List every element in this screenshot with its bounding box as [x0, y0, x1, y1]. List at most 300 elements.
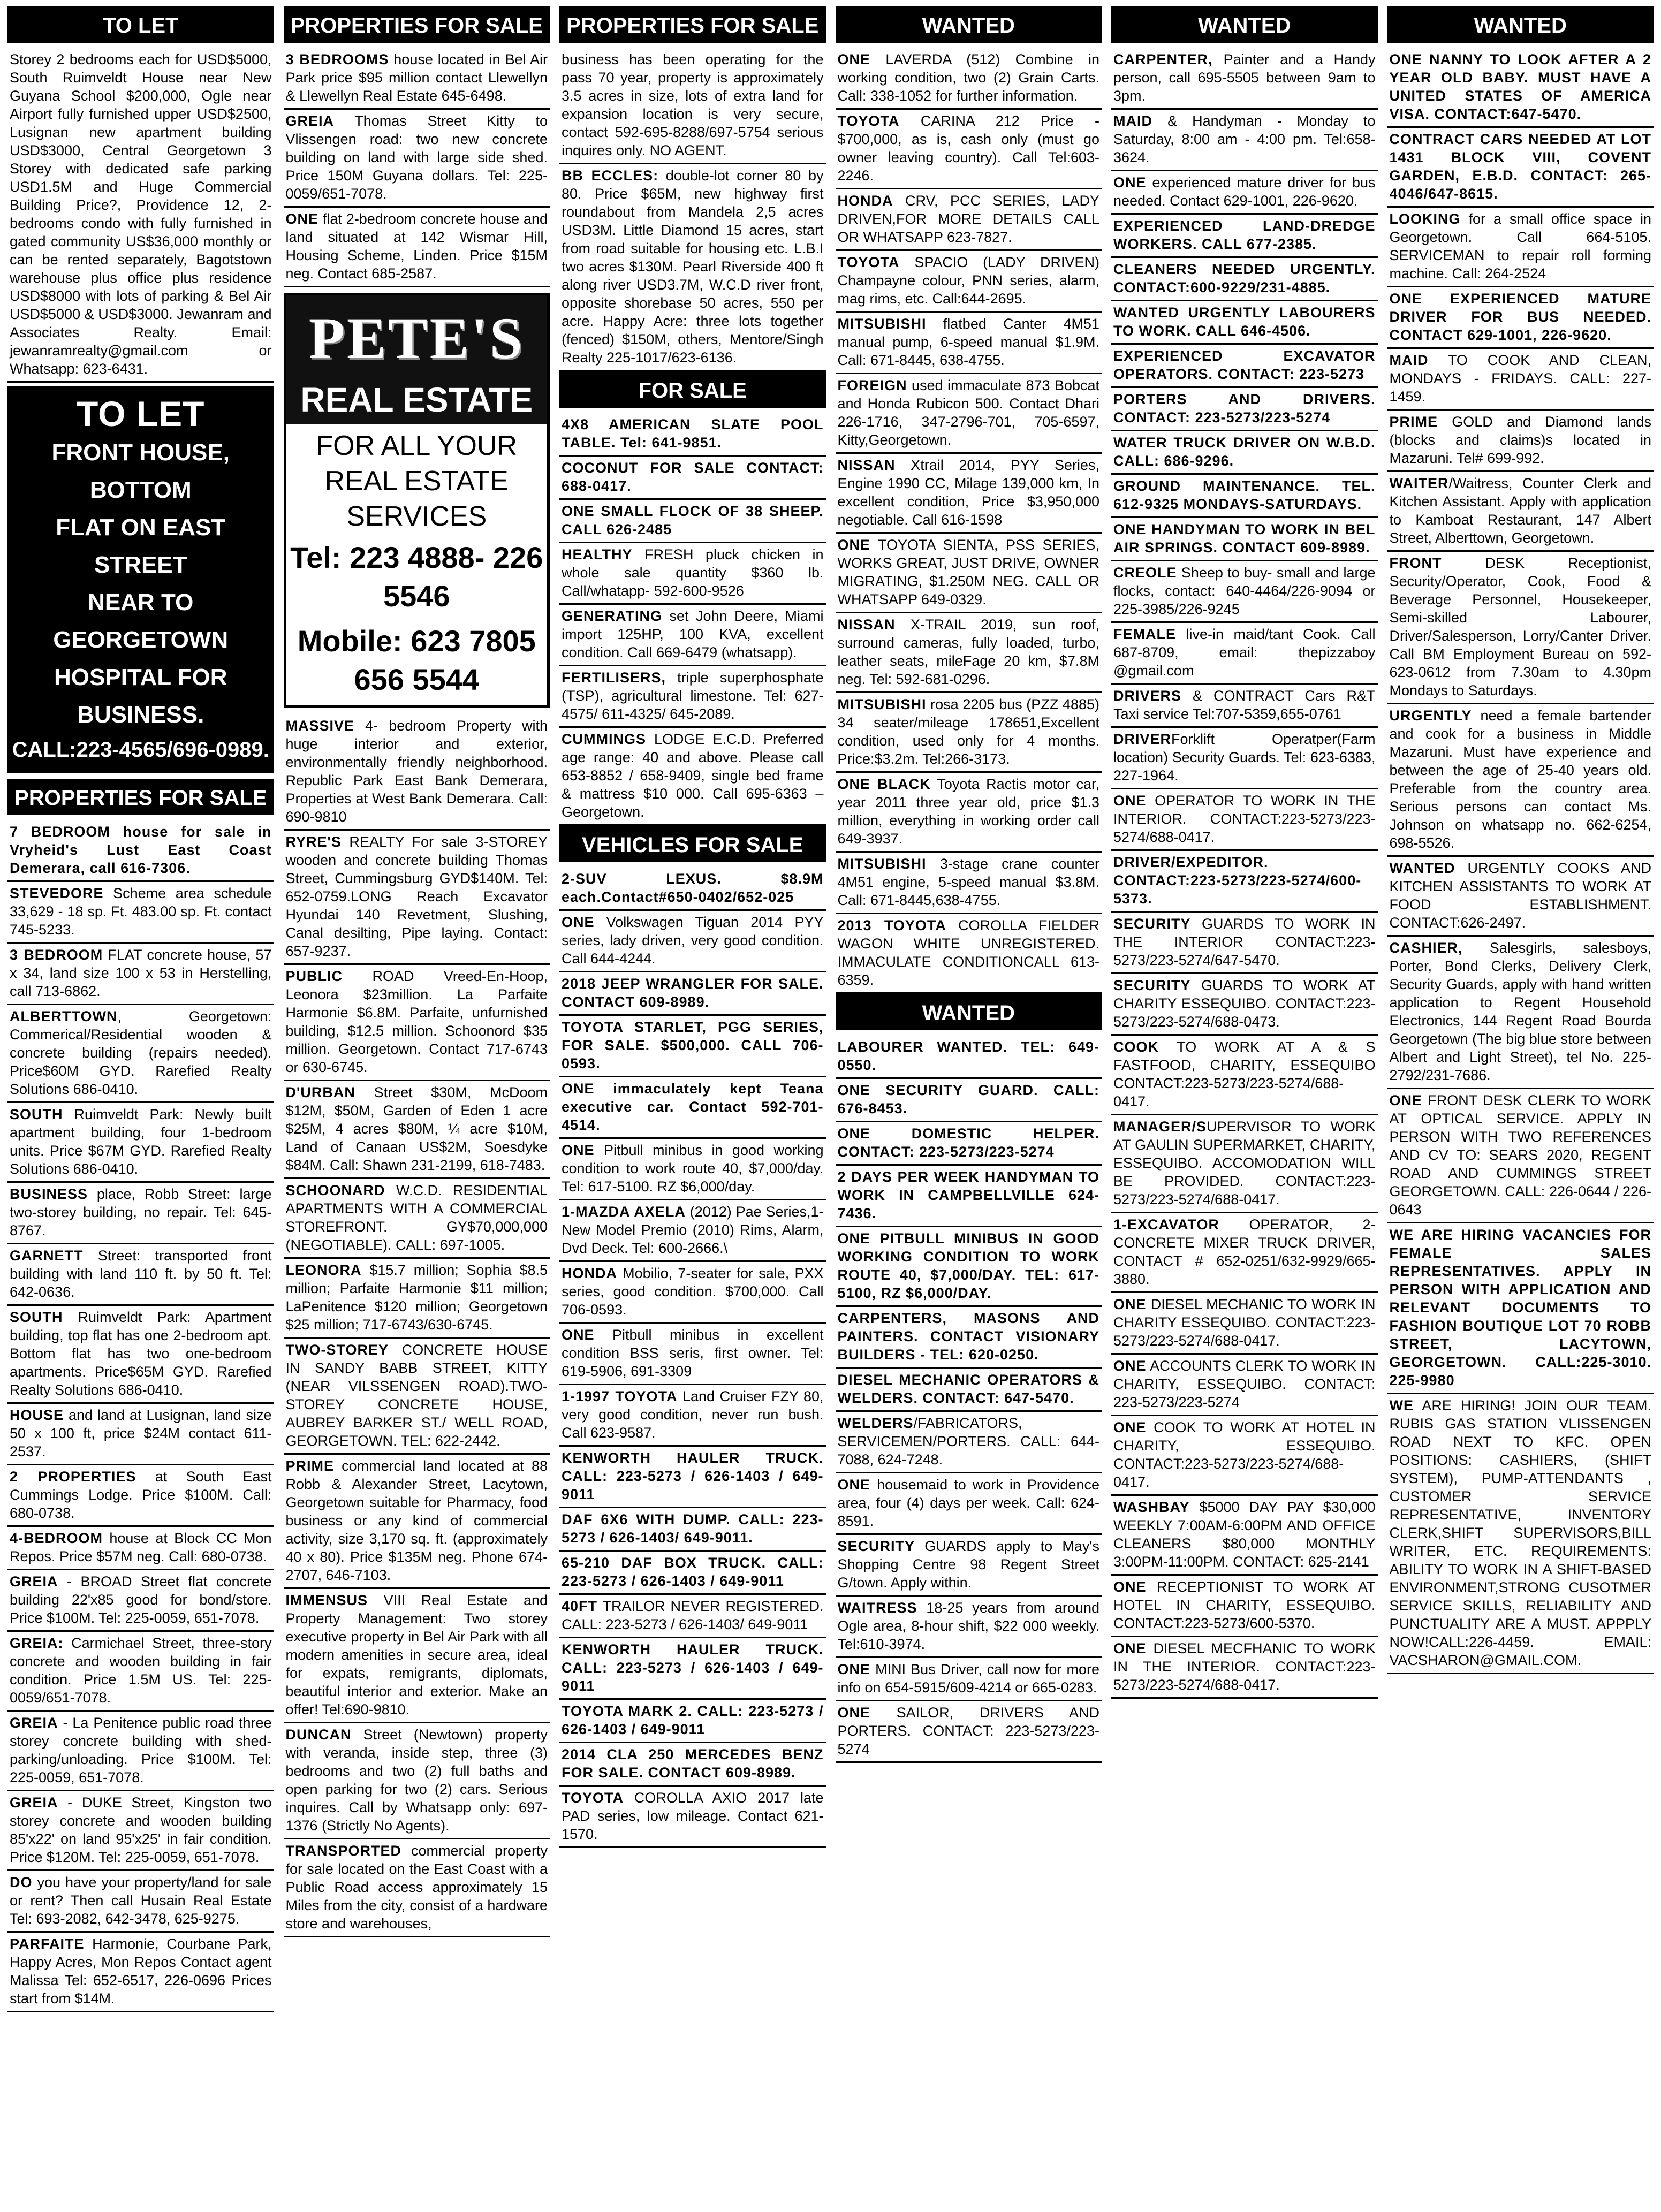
ad-lead: PRIME: [1389, 414, 1438, 430]
to-let-box-ad: [7, 386, 274, 773]
box-ad-line: FRONT HOUSE, BOTTOM: [51, 439, 230, 503]
ad-lead: 2 PROPERTIES: [10, 1469, 136, 1485]
ad-body: CARINA 212 Price - $700,000, as is, cash only (must go owner leaving country). Call Tel:603-2246.: [837, 113, 1099, 184]
ad-lead: CASHIER,: [1389, 940, 1463, 956]
ad-lead: MITSUBISHI: [837, 856, 927, 872]
ad-body: ACCOUNTS CLERK TO WORK IN CHARITY, ESSEQUIBO. CONTACT: 223-5273/223-5274: [1113, 1358, 1376, 1410]
ad-lead: CARPENTERS, MASONS AND PAINTERS. CONTACT VISIONARY BUILDERS - TEL: 620-0250.: [837, 1310, 1099, 1363]
ad-body: flatbed Canter 4M51 manual pump, 6-speed manual $1.9M. Call: 671-8445, 638-4755.: [837, 316, 1099, 368]
classified-ad: [559, 164, 826, 371]
classified-ad: [559, 500, 826, 543]
petes-logo: PETE'S: [286, 295, 548, 376]
ad-body: X-TRAIL 2019, sun roof, surround cameras, fully loaded, turbo, leather seats, mileFage 20 km, $7.8M neg. Tel: 592-681-0296.: [837, 617, 1099, 687]
ad-body: Street $30M, McDoom $12M, $50M, Garden of Eden 1 acre $25M, 4 acres $80M, ¼ acre $10M, Land of Canaan US$2M, Soesdyke $84M. Call: Shawn 231-2199, 618-7483.: [285, 1084, 548, 1173]
ad-body: triple superphosphate (TSP), agricultural limestone. Tel: 627-4575/ 611-4325/ 645-2089.: [562, 670, 824, 722]
section-header: WANTED: [1387, 6, 1654, 43]
ad-body: Street: transported front building with land 110 ft. by 50 ft. Tel: 642-0636.: [10, 1248, 272, 1300]
ad-lead: PRIME: [285, 1458, 335, 1474]
section-header: PROPERTIES FOR SALE: [559, 6, 826, 43]
ad-lead: EXPERIENCED LAND-DREDGE WORKERS. CALL 677-2385.: [1113, 218, 1376, 252]
ad-lead: FERTILISERS,: [562, 670, 666, 686]
classified-ad: [559, 413, 826, 457]
ad-lead: 2018 JEEP WRANGLER FOR SALE. CONTACT 609-8989.: [562, 976, 824, 1010]
ad-lead: PARFAITE: [10, 1936, 85, 1952]
ad-body: REALTY For sale 3-STOREY wooden and concrete building Thomas Street, Cummingsburg GYD$140M. Tel: 652-0759.LONG Reach Excavator Hyundai 140 Revetment, Slushing, Canal desilting, Pipe laying. Contact: 657-9237.: [285, 834, 548, 959]
ad-lead: 2-SUV LEXUS. $8.9M each.Contact#650-0402/652-025: [562, 871, 824, 905]
box-ad-line: HOSPITAL FOR: [54, 664, 227, 690]
classified-ad: [1387, 411, 1654, 472]
classified-ad: [284, 110, 550, 208]
ad-lead: ALBERTTOWN: [10, 1008, 118, 1024]
ad-body: GOLD and Diamond lands (blocks and claims)s located in Mazaruni. Tel# 699-992.: [1389, 414, 1651, 466]
ad-lead: CUMMINGS: [562, 731, 646, 747]
classified-ad: [836, 48, 1102, 110]
ad-lead: PORTERS AND DRIVERS. CONTACT: 223-5273/223-5274: [1113, 391, 1376, 425]
classified-ad: [836, 1227, 1102, 1307]
classified-ad: [284, 1589, 550, 1723]
ad-lead: WANTED: [1389, 860, 1455, 876]
ad-lead: ONE NANNY TO LOOK AFTER A 2 YEAR OLD BABY. MUST HAVE A UNITED STATES OF AMERICA VISA. CONTACT:647-5470.: [1389, 51, 1651, 122]
ad-lead: LABOURER WANTED. TEL: 649-0550.: [837, 1039, 1099, 1073]
classified-ad: [836, 454, 1102, 534]
ad-lead: ONE: [837, 51, 871, 67]
column-1: [7, 6, 274, 2209]
classified-ad: [1111, 623, 1378, 685]
ad-lead: TOYOTA STARLET, PGG SERIES, FOR SALE. $500,000. CALL 706-0593.: [562, 1019, 824, 1071]
ad-lead: MANAGER/S: [1113, 1119, 1207, 1135]
classified-ad: [1111, 1293, 1378, 1355]
ad-lead: ONE BLACK: [837, 776, 931, 792]
classified-ad: [1111, 1416, 1378, 1496]
ad-lead: 3 BEDROOM: [10, 947, 103, 963]
classified-ad: [284, 208, 550, 287]
classified-ad: [7, 1244, 274, 1306]
classified-ad: [559, 1595, 826, 1638]
ad-lead: GREIA: [10, 1715, 58, 1731]
section-header: FOR SALE: [559, 371, 826, 408]
ad-lead: WE ARE HIRING VACANCIES FOR FEMALE SALES REPRESENTATIVES. APPLY IN PERSON WITH APPLICATION AND RELEVANT DOCUMENTS TO FASHION BOUTIQUE LOT 70 ROBB STREET, LACYTOWN, GEORGETOWN. CALL:225-3010. 225-9980: [1389, 1227, 1651, 1388]
ad-lead: GREIA: [10, 1795, 58, 1811]
ad-body: DIESEL MECFHANIC TO WORK IN THE INTERIOR. CONTACT:223-5273/223-5274/688-0417.: [1113, 1640, 1376, 1693]
ad-lead: ONE: [1113, 1579, 1147, 1595]
ad-body: SPACIO (LADY DRIVEN) Champayne colour, PNN series, alarm, mag rims, etc. Call:644-2695.: [837, 254, 1099, 307]
ad-body: Land Cruiser FZY 80, very good condition, never run bush. Call 623-9587.: [562, 1388, 824, 1441]
ad-body: DESK Receptionist, Security/Operator, Cook, Food & Beverage Personnel, Housekeeper, Semi-skilled Labourer, Driver/Salesperson, Lorry/Canter Driver. Call BM Employment Bureau on 592-623-0612 from 7.30am to 4.30pm Mondays to Saturdays.: [1389, 555, 1651, 698]
classified-ad: [836, 773, 1102, 853]
classified-ad: [1111, 1036, 1378, 1115]
classified-ad: [836, 251, 1102, 313]
ad-lead: ONE: [1389, 1092, 1423, 1108]
classified-ad: [836, 313, 1102, 374]
classified-ad: [1111, 345, 1378, 388]
ad-body: double-lot corner 80 by 80. Price $65M, new highway first roundabout from Mandela 2,5 acres USD3M. Little Diamond 15 acres, start from road suitable for housing etc. L.B.I two acres $130M. Pearl Riverside 400 ft along river USD3.7M, W.C.D river front, opposite shorebase 50 acres, 550 per acre. Happy Acre: three lots together (fenced) $150M, others, Mentore/Singh Realty 225-1017/623-6136.: [562, 168, 824, 366]
classified-ad: [1387, 208, 1654, 287]
section-header: PROPERTIES FOR SALE: [7, 779, 274, 815]
ad-lead: WATER TRUCK DRIVER ON W.B.D. CALL: 686-9296.: [1113, 435, 1376, 469]
ad-lead: MAID: [1113, 113, 1152, 129]
column-6: [1387, 6, 1654, 2209]
ad-body: Forklift Operatper(Farm location) Security Guards. Tel: 623-6383, 227-1964.: [1113, 731, 1376, 784]
ad-lead: 7 BEDROOM house for sale in Vryheid's Lust East Coast Demerara, call 616-7306.: [10, 824, 272, 876]
ad-body: COROLLA FIELDER WAGON WHITE UNREGISTERED. IMMACULATE CONDITIONCALL 613-6359.: [837, 917, 1099, 988]
column-2: [284, 6, 550, 2209]
classified-ad: [836, 1369, 1102, 1412]
ad-lead: 65-210 DAF BOX TRUCK. CALL: 223-5273 / 626-1403 / 649-9011: [562, 1555, 824, 1589]
ad-body: FRONT DESK CLERK TO WORK AT OPTICAL SERVICE. APPLY IN PERSON WITH TWO REFERENCES AND CV TO: SEARS 2020, REGENT ROAD AND CUMMINGS STREET GEORGETOWN. CALL: 226-0644 / 226-0643: [1389, 1092, 1651, 1218]
ad-lead: D'URBAN: [285, 1084, 355, 1100]
classified-ad: [284, 714, 550, 831]
ad-lead: SECURITY: [837, 1538, 915, 1554]
classified-ad: [559, 1743, 826, 1787]
ad-lead: 2 DAYS PER WEEK HANDYMAN TO WORK IN CAMPBELLVILLE 624-7436.: [837, 1169, 1099, 1221]
classified-ad: [836, 1535, 1102, 1597]
ad-lead: ONE: [562, 914, 595, 930]
ad-body: Storey 2 bedrooms each for USD$5000, South Ruimveldt House near New Guyana School $200,000, Ogle near Airport fully furnished upper USD$2500, Lusignan new apartment building USD$3000, Central Georgetown 3 Storey with dedicated safe parking USD1.5M and Huge Commercial Building Price?, Providence 12, 2-bedrooms condo with fully furnished in gated community US$36,000 monthly or can be rented separately, Bagotstown warehouse plus office plus residence USD$8000 with lots of parking & Bel Air USD$5000 & USD$3000. Jewanram and Associates Realty. Email: jewanramrealty@gmail.com or Whatsapp: 623-6431.: [10, 51, 272, 377]
section-header: WANTED: [836, 6, 1102, 43]
ad-body: rosa 2205 bus (PZZ 4885) 34 seater/mileage 178651,Excellent condition, used only for 4 months. Price:$3.2m. Tel:266-3173.: [837, 696, 1099, 767]
classified-ad: [7, 1404, 274, 1465]
section-header: PROPERTIES FOR SALE: [284, 6, 550, 43]
ad-body: OPERATOR TO WORK IN THE INTERIOR. CONTACT:223-5273/223-5274/688-0417.: [1113, 793, 1376, 845]
ad-body: UPERVISOR TO WORK AT GAULIN SUPERMARKET, CHARITY, ESSEQUIBO. ACCOMODATION WILL BE PROVIDED. CONTACT:223-5273/223-5274/688-0417.: [1113, 1119, 1376, 1207]
ad-body: 4- bedroom Property with huge interior and exterior, environmentally friendly neighborhood. Republic Park East Bank Demerara, Properties at West Bank Demerara. Call: 690-9810: [285, 718, 548, 825]
ad-lead: MASSIVE: [285, 718, 355, 734]
ad-lead: SOUTH: [10, 1106, 63, 1122]
ad-lead: DRIVER/EXPEDITOR. CONTACT:223-5273/223-5274/600-5373.: [1113, 854, 1362, 907]
classified-ad: [1111, 171, 1378, 215]
ad-lead: ONE: [837, 1477, 871, 1493]
ad-lead: ONE: [1113, 174, 1147, 191]
ad-body: Ruimveldt Park: Apartment building, top flat has one 2-bedroom apt. Bottom flat has two one-bedroom apartments. Price$65M GYD. Rarefied Realty Solutions 686-0410.: [10, 1309, 272, 1398]
classified-ad: [836, 110, 1102, 189]
ad-lead: WAITRESS: [837, 1600, 917, 1616]
ad-lead: SECURITY: [1113, 977, 1191, 993]
classified-ad: [559, 972, 826, 1016]
ad-lead: 3 BEDROOMS: [285, 51, 389, 67]
ad-lead: ONE SECURITY GUARD. CALL: 676-8453.: [837, 1082, 1099, 1116]
petes-subtitle: REAL ESTATE: [286, 376, 548, 424]
ad-body: DIESEL MECHANIC TO WORK IN CHARITY ESSEQUIBO. CONTACT:223-5273/223-5274/688-0417.: [1113, 1296, 1376, 1349]
ad-lead: CREOLE: [1113, 565, 1177, 581]
classified-ad: [7, 820, 274, 882]
classified-ad: [836, 189, 1102, 251]
ad-lead: EXPERIENCED EXCAVATOR OPERATORS. CONTACT: 223-5273: [1113, 348, 1376, 382]
ad-body: LODGE E.C.D. Preferred age range: 40 and above. Please call 653-8852 / 658-9409, single bed frame & mattress $10 000. Call 695-6363 – Georgetown.: [562, 731, 824, 820]
classified-ad: [284, 1723, 550, 1839]
ad-lead: WANTED URGENTLY LABOURERS TO WORK. CALL 646-4506.: [1113, 305, 1376, 339]
classified-ad: [7, 1103, 274, 1183]
box-ad-line: CALL:223-4565/696-0989.: [12, 738, 269, 762]
ad-body: house located in Bel Air Park price $95 million contact Llewellyn & Llewellyn Real Estate 645-6498.: [285, 51, 548, 104]
box-ad-line: NEAR TO GEORGETOWN: [53, 589, 229, 653]
ad-lead: URGENTLY: [1389, 708, 1472, 724]
classified-ad: [1387, 349, 1654, 411]
classified-ad: [284, 1179, 550, 1259]
ad-lead: CARPENTER,: [1113, 51, 1213, 67]
ad-lead: FOREIGN: [837, 377, 907, 393]
classified-ad: [559, 1385, 826, 1447]
classified-ad: [836, 1166, 1102, 1227]
ad-lead: HONDA: [562, 1265, 617, 1281]
ad-body: Mobilio, 7-seater for sale, PXX series, good condition. $700,000. Call 706-0593.: [562, 1265, 824, 1318]
ad-body: & Handyman - Monday to Saturday, 8:00 am - 4:00 pm. Tel:658-3624.: [1113, 113, 1376, 165]
ad-lead: HONDA: [837, 193, 893, 209]
classified-ad: [836, 613, 1102, 693]
ad-lead: FEMALE: [1113, 626, 1176, 642]
ad-lead: ONE: [1113, 1296, 1147, 1312]
ad-lead: NISSAN: [837, 457, 896, 473]
classified-ad: [1111, 851, 1378, 913]
classified-ad: [559, 1324, 826, 1385]
classified-ad: [1111, 388, 1378, 431]
column-5: [1111, 6, 1378, 2209]
classified-ad: [284, 1081, 550, 1179]
classified-ad: [284, 831, 550, 965]
ad-lead: HEALTHY: [562, 546, 633, 562]
classified-ad: [1387, 1394, 1654, 1674]
ad-lead: 40FT: [562, 1598, 598, 1614]
classified-ad: [7, 1183, 274, 1244]
classified-ad: [1387, 937, 1654, 1089]
ad-lead: ONE SMALL FLOCK OF 38 SHEEP. CALL 626-2485: [562, 503, 824, 537]
ad-body: TRAILOR NEVER REGISTERED. CALL: 223-5273 / 626-1403/ 649-9011: [562, 1598, 824, 1632]
classified-ad: [7, 944, 274, 1005]
classified-ad: [1111, 789, 1378, 851]
section-header: TO LET: [7, 6, 274, 43]
ad-lead: DRIVER: [1113, 731, 1172, 747]
ad-body: place, Robb Street: large two-storey building, no repair. Tel: 645-8767.: [10, 1186, 272, 1238]
ad-lead: STEVEDORE: [10, 885, 104, 901]
ad-lead: ONE immaculately kept Teana executive car. Contact 592-701-4514.: [562, 1081, 824, 1133]
ad-lead: ONE: [1113, 1358, 1147, 1374]
ad-lead: MITSUBISHI: [837, 696, 927, 712]
ad-body: you have your property/land for sale or rent? Then call Husain Real Estate Tel: 693-2082, 642-3478, 625-9275.: [10, 1874, 272, 1927]
ad-body: OPERATOR, 2- CONCRETE MIXER TRUCK DRIVER, CONTACT # 652-0251/632-9929/665-3880.: [1113, 1217, 1376, 1287]
ad-body: housemaid to work in Providence area, four (4) days per week. Call: 624-8591.: [837, 1477, 1099, 1529]
classified-ad: [1111, 728, 1378, 789]
ad-lead: ONE: [837, 537, 871, 553]
classified-ad: [284, 1339, 550, 1455]
section-header: WANTED: [1111, 6, 1378, 43]
classified-ad: [7, 1632, 274, 1712]
classified-ad: [7, 1791, 274, 1871]
ad-body: SAILOR, DRIVERS AND PORTERS. CONTACT: 223-5273/223-5274: [837, 1705, 1099, 1757]
ad-lead: SECURITY: [1113, 916, 1191, 932]
ad-lead: ONE: [1113, 793, 1147, 809]
ad-body: FRESH pluck chicken in whole sale quantity $360 lb. Call/whatapp- 592-600-9526: [562, 546, 824, 599]
classified-ad: [1387, 472, 1654, 552]
classified-ad: [7, 1871, 274, 1933]
classified-ad: [836, 1597, 1102, 1658]
ad-body: & CONTRACT Cars R&T Taxi service Tel:707-5359,655-0761: [1113, 688, 1376, 722]
ad-lead: HOUSE: [10, 1407, 64, 1423]
ad-lead: NISSAN: [837, 617, 896, 633]
classified-ad: [7, 882, 274, 944]
ad-lead: BB ECCLES:: [562, 168, 659, 184]
ad-body: TOYOTA SIENTA, PSS SERIES, WORKS GREAT, JUST DRIVE, OWNER MIGRATING, $1.250M NEG. CALL OR WHATSAPP 649-0329.: [837, 537, 1099, 607]
classified-ad: [1111, 974, 1378, 1036]
ad-lead: 1-EXCAVATOR: [1113, 1217, 1220, 1233]
classified-ad: [559, 1508, 826, 1552]
classified-ad: [284, 1259, 550, 1339]
ad-lead: GENERATING: [562, 608, 663, 624]
classified-ad: [559, 1077, 826, 1139]
ad-body: 3-stage crane counter 4M51 engine, 5-speed manual $3.8M. Call: 671-8445,638-4755.: [837, 856, 1099, 908]
classified-ad: [1387, 1089, 1654, 1223]
ad-lead: DO: [10, 1874, 33, 1890]
petes-real-estate-ad: [284, 293, 550, 708]
ad-lead: ONE: [1113, 1640, 1147, 1656]
ad-body: Thomas Street Kitty to Vlissengen road: two new concrete building on land with large side shed. Price 150M Guyana dollars. Tel: 225-0059/651-7078.: [285, 113, 548, 202]
classified-ad: [284, 1839, 550, 1937]
classified-ad: [1111, 258, 1378, 301]
ad-lead: 4X8 AMERICAN SLATE POOL TABLE. Tel: 641-9851.: [562, 416, 824, 451]
classified-ad: [1111, 431, 1378, 475]
classified-ad: [836, 1122, 1102, 1166]
classified-ad: [836, 1701, 1102, 1763]
ad-body: Carmichael Street, three-story concrete and wooden building in fair condition. Price 1.5M US. Tel: 225-0059/651-7078.: [10, 1635, 272, 1706]
ad-body: CONCRETE HOUSE IN SANDY BABB STREET, KITTY (NEAR VILSSENGEN ROAD).TWO-STOREY CONCRETE HOUSE, AUBREY BARKER ST./ WELL ROAD, GEORGETOWN. TEL: 622-2442.: [285, 1342, 548, 1449]
classified-ad: [1111, 48, 1378, 110]
classified-ad: [7, 1465, 274, 1527]
ad-lead: GREIA:: [10, 1635, 64, 1651]
ad-lead: SCHOONARD: [285, 1182, 385, 1198]
classified-ad: [1387, 857, 1654, 937]
ad-lead: KENWORTH HAULER TRUCK. CALL: 223-5273 / 626-1403 / 649-9011: [562, 1641, 824, 1694]
ad-body: ROAD Vreed-En-Hoop, Leonora $23million. La Parfaite Harmonie $6.8M. Parfaite, unfurnished building, $12.5 million. Schoonord $35 million. Georgetown. Contact 717-6743 or 630-6745.: [285, 968, 548, 1075]
ad-lead: ONE EXPERIENCED MATURE DRIVER FOR BUS NEEDED. CONTACT 629-1001, 226-9620.: [1389, 291, 1651, 343]
ad-lead: IMMENSUS: [285, 1592, 368, 1608]
classified-ad: [559, 1200, 826, 1262]
ad-body: FLAT concrete house, 57 x 34, land size 100 x 53 in Herstelling, call 713-6862.: [10, 947, 272, 999]
classified-ad: [559, 457, 826, 500]
section-header: WANTED: [836, 994, 1102, 1030]
classified-ad: [559, 1700, 826, 1743]
ad-body: GUARDS TO WORK AT CHARITY ESSEQUIBO. CONTACT:223-5273/223-5274/688-0473.: [1113, 977, 1376, 1030]
classified-ad: [7, 1306, 274, 1404]
classified-ad: [559, 666, 826, 728]
classified-ad: [1111, 1576, 1378, 1637]
box-ad-line: BUSINESS.: [77, 702, 204, 728]
classified-ad: [1387, 287, 1654, 349]
classified-ad: [284, 48, 550, 110]
ad-body: GUARDS apply to May's Shopping Centre 98 Regent Street G/town. Apply within.: [837, 1538, 1099, 1591]
ad-body: $15.7 million; Sophia $8.5 million; Parfaite Harmonie $11 million; LaPenitence $120 million; Georgetown $25 million; 717-6743/630-6745.: [285, 1262, 548, 1333]
ad-lead: ONE: [837, 1661, 871, 1677]
ad-lead: FRONT: [1389, 555, 1442, 571]
ad-body: Pitbull minibus in excellent condition BSS seris, first owner. Tel: 619-5906, 691-3309: [562, 1327, 824, 1379]
ad-lead: CLEANERS NEEDED URGENTLY. CONTACT:600-9229/231-4885.: [1113, 261, 1376, 295]
ad-lead: ONE: [1113, 1419, 1147, 1435]
classified-ad: [1387, 704, 1654, 857]
classified-ad: [836, 374, 1102, 454]
ad-lead: TRANSPORTED: [285, 1843, 402, 1859]
classified-ad: [1387, 1223, 1654, 1394]
ad-lead: SOUTH: [10, 1309, 63, 1325]
classified-ad: [559, 1447, 826, 1508]
ad-body: flat 2-bedroom concrete house and land situated at 142 Wismar Hill, Housing Scheme, Linden. Price $15M neg. Contact 685-2587.: [285, 211, 548, 282]
classified-ad: [1111, 1355, 1378, 1416]
ad-body: Toyota Ractis motor car, year 2011 three year old, price $1.3 million, everything in working order call 649-3937.: [837, 776, 1100, 847]
ad-body: house at Block CC Mon Repos. Price $57M neg. Call: 680-0738.: [10, 1530, 272, 1564]
classified-ad: [559, 911, 826, 972]
ad-body: VIII Real Estate and Property Management: Two storey executive property in Bel Air Park with all modern amenities in secure area, ideal for expats, remigrants, diplomats, beautiful interior and exterior. Make an offer! Tel:690-9810.: [285, 1592, 548, 1717]
ad-lead: LOOKING: [1389, 211, 1461, 227]
classified-ad: [836, 534, 1102, 613]
ad-lead: WELDERS: [837, 1415, 914, 1431]
ad-body: (2012) Pae Series,1- New Model Premio (2010) Rims, Alarm, Dvd Deck. Tel: 600-2666.\: [562, 1204, 824, 1256]
ad-body: Scheme area schedule 33,629 - 18 sp. Ft. 483.00 sp. Ft. contact 745-5233.: [10, 885, 272, 938]
classified-ad: [559, 728, 826, 826]
ad-lead: GREIA: [10, 1574, 58, 1590]
ad-lead: COCONUT FOR SALE CONTACT: 688-0417.: [562, 460, 824, 494]
ad-body: , Georgetown: Commerical/Residential wooden & concrete building (repairs needed). Price$60M GYD. Rarefied Realty Solutions 686-0410.: [10, 1008, 272, 1097]
ad-lead: RYRE'S: [285, 834, 342, 850]
classified-ad: [1111, 518, 1378, 561]
classified-ad: [559, 543, 826, 605]
petes-tagline: FOR ALL YOUR REAL ESTATE SERVICES: [316, 430, 518, 532]
section-header: VEHICLES FOR SALE: [559, 826, 826, 862]
classified-ad: [1111, 215, 1378, 258]
ad-lead: PUBLIC: [285, 968, 343, 984]
ad-body: need a female bartender and cook for a business in Middle Mazaruni. Must have experience and between the age of 25-40 years old. Preferable from the country area. Serious persons can contact Ms. Johnson on whatsapp no. 662-6254, 698-5526.: [1389, 708, 1651, 851]
classified-ad: [559, 1139, 826, 1200]
ad-lead: DRIVERS: [1113, 688, 1182, 704]
ad-body: Sheep to buy- small and large flocks, contact: 640-4464/226-9094 or 225-3985/226-9245: [1113, 565, 1376, 617]
classified-ad: [284, 1455, 550, 1589]
ad-lead: ONE: [562, 1327, 595, 1343]
ad-lead: 4-BEDROOM: [10, 1530, 103, 1546]
ad-body: Painter and a Handy person, call 695-5505 between 9am to 3pm.: [1113, 51, 1376, 104]
classified-ad: [1111, 561, 1378, 623]
classified-ad: [559, 1638, 826, 1700]
ad-lead: 1-MAZDA AXELA: [562, 1204, 686, 1220]
ad-lead: TWO-STOREY: [285, 1342, 389, 1358]
ad-lead: BUSINESS: [10, 1186, 88, 1202]
ad-lead: 2014 CLA 250 MERCEDES BENZ FOR SALE. CONTACT 609-8989.: [562, 1746, 824, 1781]
ad-lead: ONE: [285, 211, 319, 227]
ad-body: TO WORK AT A & S FASTFOOD, CHARITY, ESSEQUIBO CONTACT:223-5273/223-5274/688-0417.: [1113, 1039, 1376, 1109]
ad-body: Ruimveldt Park: Newly built apartment building, four 1-bedroom units. Price $67M GYD. Rarefied Realty Solutions 686-0410.: [10, 1106, 272, 1177]
column-3: [559, 6, 826, 2209]
ad-lead: ONE: [562, 1142, 595, 1158]
ad-body: Volkswagen Tiguan 2014 PYY series, lady driven, very good condition. Call 644-4244.: [562, 914, 824, 967]
ad-body: at South East Cummings Lodge. Price $100M. Call: 680-0738.: [10, 1469, 272, 1521]
petes-telephone: Tel: 223 4888- 226 5546: [290, 541, 543, 613]
classified-ad: [1111, 475, 1378, 518]
ad-lead: DUNCAN: [285, 1727, 352, 1743]
classified-ad: [559, 1552, 826, 1595]
ad-body: $5000 DAY PAY $30,000 WEEKLY 7:00AM-6:00PM AND OFFICE CLEANERS $80,000 MONTHLY 3:00PM-11:00PM. CONTACT: 625-2141: [1113, 1499, 1376, 1570]
ad-body: - DUKE Street, Kingston two storey concrete and wooden building 85'x22' on land 95'x25' in fair condition. Price $120M. Tel: 225-0059, 651-7078.: [10, 1795, 272, 1865]
ad-lead: DAF 6X6 WITH DUMP. CALL: 223-5273 / 626-1403/ 649-9011.: [562, 1511, 824, 1546]
petes-mobile: Mobile: 623 7805 656 5544: [297, 624, 536, 696]
ad-body: COOK TO WORK AT HOTEL IN CHARITY, ESSEQUIBO. CONTACT:223-5273/223-5274/688-0417.: [1113, 1419, 1376, 1490]
ad-body: 18-25 years from around Ogle area, 8-hour shift, $22 000 weekly. Tel:610-3974.: [837, 1600, 1099, 1652]
ad-body: /Waitress, Counter Clerk and Kitchen Assistant. Apply with application to Kamboat Restaurant, 147 Albert Street, Alberttown, Georgetown.: [1389, 475, 1651, 546]
ad-lead: COOK: [1113, 1039, 1159, 1055]
ad-lead: LEONORA: [285, 1262, 362, 1278]
classified-ad: [7, 1570, 274, 1632]
ad-lead: GARNETT: [10, 1248, 84, 1264]
classified-ad: [7, 1933, 274, 2012]
classified-ad: [1111, 1115, 1378, 1213]
ad-body: - BROAD Street flat concrete building 22'x85 good for bond/store. Price $100M. Tel: 225-0059, 651-7078.: [10, 1574, 272, 1626]
ad-body: and land at Lusignan, land size 50 x 100 ft, price $24M contact 611-2537.: [10, 1407, 272, 1460]
ad-body: Street (Newtown) property with veranda, inside step, three (3) bedrooms and two (2) full baths and open parking for two (2) cars. Serious inquires. Call by Whatsapp only: 697-1376 (Strictly No Agents).: [285, 1727, 548, 1834]
ad-lead: ONE HANDYMAN TO WORK IN BEL AIR SPRINGS. CONTACT 609-8989.: [1113, 521, 1376, 556]
box-ad-title: TO LET: [77, 394, 205, 434]
